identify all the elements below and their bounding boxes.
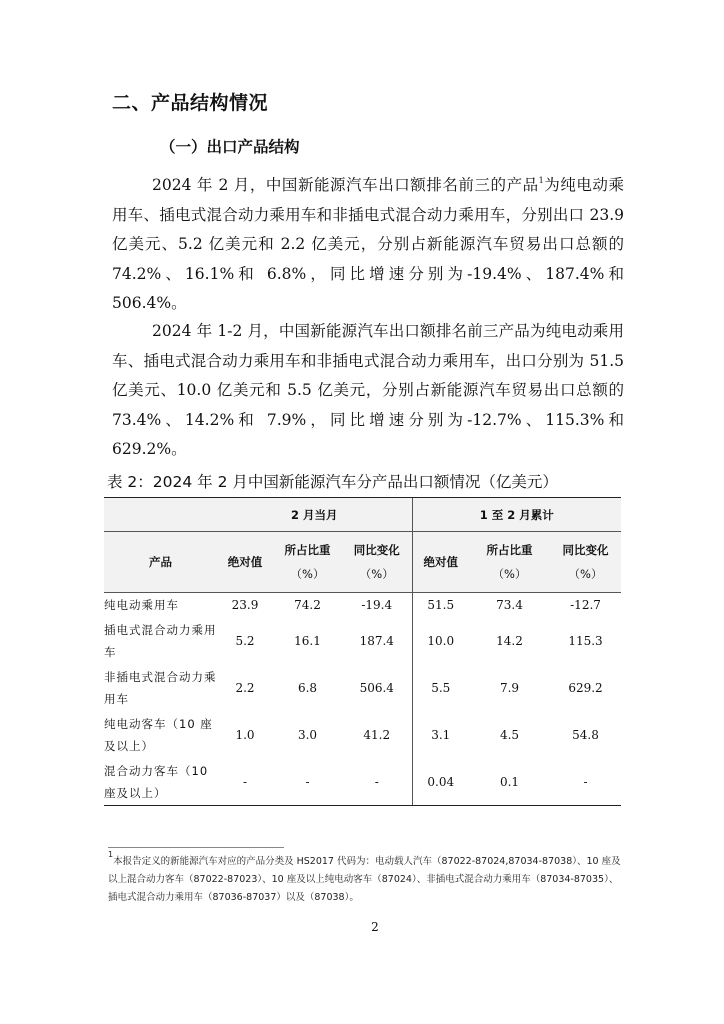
- paragraph-2: 2024 年 1-2 月，中国新能源汽车出口额排名前三产品为纯电动乘用车、插电式混合动力乘用车和非插电式混合动力乘用车，出口分别为 51.5 亿美元、10.0 亿美元和 5.5 亿美元，分别占新能源汽车贸易出口总额的 73.4%、14.2%和 7.9%，同比增速分别为-12.7%、115.3%和 629.2%。: [112, 322, 624, 458]
- row-cum-abs: 10.0: [412, 617, 469, 664]
- table-row: [104, 593, 621, 618]
- header-group-cumulative: 1 至 2 月累计: [412, 498, 621, 532]
- header-cum-change: [550, 532, 621, 593]
- row-product-name: 插电式混合动力乘用车: [104, 622, 217, 659]
- row-cum-change: -12.7: [550, 593, 621, 618]
- header-month-change-unit: （%）: [359, 567, 394, 581]
- table-row: [104, 617, 621, 664]
- row-month-change: -19.4: [342, 593, 412, 618]
- row-month-abs: 5.2: [235, 633, 255, 648]
- header-cum-abs: 绝对值: [412, 532, 469, 593]
- paragraph-1-text-b: 为纯电动乘用车、插电式混合动力乘用车和非插电式混合动力乘用车，分别出口 23.9 亿美元、5.2 亿美元和 2.2 亿美元，分别占新能源汽车贸易出口总额的 74.2%、16.1%和 6.8%，同比增速分别为-19.4%、187.4%和 506.4%。: [112, 176, 624, 312]
- section-title: 二、产品结构情况: [112, 92, 269, 114]
- row-month-share: 16.1: [294, 633, 321, 648]
- row-month-share: 3.0: [297, 727, 318, 742]
- row-month-abs: 23.9: [217, 593, 273, 618]
- header-blank: [104, 498, 217, 532]
- header-month-share-label: 所占比重: [284, 543, 331, 557]
- header-month-change-label: 同比变化: [353, 543, 400, 557]
- footnote-divider: [108, 847, 284, 848]
- header-month-share: [273, 532, 342, 593]
- row-cum-share: 73.4: [469, 593, 550, 618]
- header-cum-share: [469, 532, 550, 593]
- table-row: [104, 664, 621, 711]
- header-month-change: [342, 532, 412, 593]
- subsection-title: （一）出口产品结构: [160, 138, 300, 156]
- table-row: [104, 711, 621, 758]
- row-month-abs: 1.0: [235, 727, 255, 742]
- row-cum-abs: 51.5: [412, 593, 469, 618]
- row-month-change: 506.4: [359, 680, 394, 695]
- row-month-change: -: [342, 758, 412, 806]
- row-month-change: 187.4: [359, 633, 394, 648]
- export-table: [104, 497, 621, 806]
- header-cum-share-label: 所占比重: [486, 543, 533, 557]
- row-product-name: 非插电式混合动力乘用车: [104, 669, 217, 706]
- table-column-header-row: [104, 532, 621, 593]
- header-product: 产品: [104, 532, 217, 593]
- row-cum-change: 115.3: [568, 633, 603, 648]
- header-group-month: 2 月当月: [217, 498, 412, 532]
- row-month-abs: 2.2: [235, 680, 255, 695]
- row-month-share: -: [273, 758, 342, 806]
- page-number: 2: [371, 920, 379, 934]
- row-cum-abs: 5.5: [412, 664, 469, 711]
- footnote-ref[interactable]: 1: [538, 176, 544, 185]
- row-cum-abs: 0.04: [412, 758, 469, 806]
- table-row: [104, 758, 621, 806]
- row-month-abs: -: [217, 758, 273, 806]
- row-cum-share: 14.2: [496, 633, 523, 648]
- row-month-change: 41.2: [363, 727, 391, 742]
- header-cum-change-label: 同比变化: [562, 543, 609, 557]
- row-product-name: 纯电动客车（10 座及以上）: [104, 716, 213, 753]
- row-cum-abs: 3.1: [412, 711, 469, 758]
- paragraph-1: [112, 171, 624, 319]
- row-product-name: 纯电动乘用车: [104, 593, 217, 618]
- row-cum-share: 4.5: [499, 727, 520, 742]
- row-month-share: 74.2: [273, 593, 342, 618]
- row-product-name: 混合动力客车（10 座及以上）: [104, 758, 217, 806]
- row-cum-change: -: [550, 758, 621, 806]
- footnote-text: 本报告定义的新能源汽车对应的产品分类及 HS2017 代码为：电动载人汽车（87022-87024,87034-87038）、10 座及以上混合动力客车（87022-87023）、10 座及以上纯电动客车（87024）、非插电式混合动力乘用车（87034-87035）、插电式混合动力乘用车（87036-87037）以及（87038）。: [108, 856, 621, 903]
- row-cum-change: 54.8: [572, 727, 599, 742]
- header-cum-share-unit: （%）: [492, 567, 527, 581]
- row-cum-share: 0.1: [469, 758, 550, 806]
- header-cum-change-unit: （%）: [568, 567, 603, 581]
- footnote-mark: 1: [108, 850, 114, 859]
- footnote: [108, 850, 624, 907]
- table-caption: 表 2：2024 年 2 月中国新能源汽车分产品出口额情况（亿美元）: [107, 473, 558, 491]
- header-month-share-unit: （%）: [290, 567, 325, 581]
- row-month-share: 6.8: [297, 680, 318, 695]
- row-cum-change: 629.2: [568, 680, 603, 695]
- header-month-abs: 绝对值: [217, 532, 273, 593]
- row-cum-share: 7.9: [499, 680, 520, 695]
- table-group-header-row: [104, 498, 621, 532]
- paragraph-1-text-a: 2024 年 2 月，中国新能源汽车出口额排名前三的产品: [152, 176, 539, 194]
